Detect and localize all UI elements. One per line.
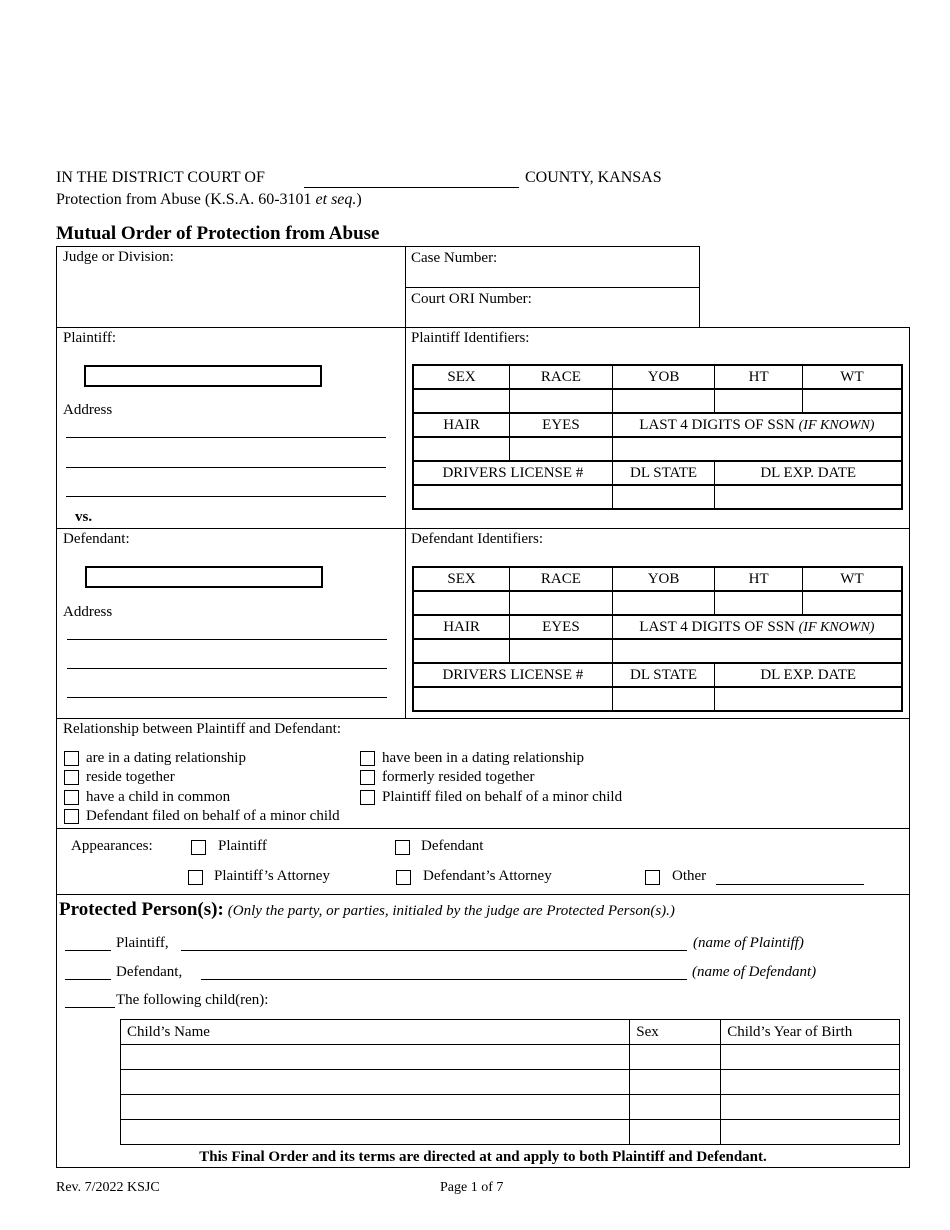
court-ori-label: Court ORI Number:: [411, 291, 532, 307]
plaintiff-race-cell[interactable]: [510, 389, 613, 413]
protected-persons-heading: Protected Person(s): (Only the party, or parties, initialed by the judge are Protected Person(s).): [59, 899, 675, 920]
protected-defendant-label: Defendant,: [116, 964, 183, 980]
child-sex-cell[interactable]: [630, 1070, 721, 1095]
appearance-defendant-checkbox[interactable]: [395, 840, 410, 855]
plaintiff-sex-cell[interactable]: [413, 389, 510, 413]
plaintiff-initial-line[interactable]: [65, 950, 111, 951]
plaintiff-ht-cell[interactable]: [715, 389, 803, 413]
formerly-resided-checkbox[interactable]: [360, 770, 375, 785]
defendant-sex-cell[interactable]: [413, 591, 510, 615]
defendant-address-line-1[interactable]: [67, 639, 387, 640]
defendant-address-line-3[interactable]: [67, 697, 387, 698]
case-number-box[interactable]: [405, 246, 700, 288]
appearance-defendant-label: Defendant: [421, 838, 484, 854]
plaintiff-hair-cell[interactable]: [413, 437, 510, 461]
child-name-cell[interactable]: [121, 1095, 630, 1120]
yob-header: YOB: [612, 365, 715, 389]
plaintiff-ssn-cell[interactable]: [612, 437, 902, 461]
child-sex-header: Sex: [630, 1020, 721, 1045]
plaintiff-minor-child-label: Plaintiff filed on behalf of a minor child: [382, 789, 623, 805]
plaintiff-dl-exp-cell[interactable]: [715, 485, 902, 509]
defendant-address-label: Address: [63, 604, 113, 620]
appearance-defendant-attorney-label: Defendant’s Attorney: [423, 868, 552, 884]
defendant-identifiers-label: Defendant Identifiers:: [411, 531, 544, 547]
relationship-box: [56, 718, 910, 829]
child-yob-cell[interactable]: [721, 1120, 900, 1145]
plaintiff-address-line-3[interactable]: [66, 496, 386, 497]
wt-header: WT: [802, 567, 902, 591]
defendant-label: Defendant:: [63, 531, 130, 547]
case-number-label: Case Number:: [411, 250, 498, 266]
defendant-initial-line[interactable]: [65, 979, 111, 980]
defendant-ht-cell[interactable]: [715, 591, 803, 615]
appearance-other-checkbox[interactable]: [645, 870, 660, 885]
plaintiff-minor-child-checkbox[interactable]: [360, 790, 375, 805]
plaintiff-yob-cell[interactable]: [612, 389, 715, 413]
judge-division-box[interactable]: [56, 246, 406, 328]
appearance-plaintiff-label: Plaintiff: [218, 838, 267, 854]
child-sex-cell[interactable]: [630, 1045, 721, 1070]
plaintiff-address-label: Address: [63, 402, 113, 418]
form-title: Mutual Order of Protection from Abuse: [56, 223, 380, 244]
hair-header: HAIR: [413, 615, 510, 639]
appearances-label: Appearances:: [71, 838, 153, 854]
eyes-header: EYES: [510, 413, 613, 437]
appearance-plaintiff-attorney-label: Plaintiff’s Attorney: [214, 868, 330, 884]
reside-together-label: reside together: [86, 769, 175, 785]
defendant-minor-child-checkbox[interactable]: [64, 809, 79, 824]
protected-persons-note: (Only the party, or parties, initialed by the judge are Protected Person(s).): [227, 903, 675, 919]
judge-division-label: Judge or Division:: [63, 249, 174, 265]
defendant-dl-cell[interactable]: [413, 687, 612, 711]
protected-plaintiff-label: Plaintiff,: [116, 935, 169, 951]
final-order-note: This Final Order and its terms are directed at and apply to both Plaintiff and Defendant.: [199, 1149, 767, 1165]
dl-state-header: DL STATE: [612, 663, 715, 687]
child-sex-cell[interactable]: [630, 1095, 721, 1120]
appearance-plaintiff-attorney-checkbox[interactable]: [188, 870, 203, 885]
plaintiff-label: Plaintiff:: [63, 330, 117, 346]
child-name-header: Child’s Name: [121, 1020, 630, 1045]
child-name-cell[interactable]: [121, 1070, 630, 1095]
page-number: Page 1 of 7: [440, 1180, 504, 1195]
child-yob-cell[interactable]: [721, 1070, 900, 1095]
appearance-defendant-attorney-checkbox[interactable]: [396, 870, 411, 885]
child-name-cell[interactable]: [121, 1045, 630, 1070]
dating-relationship-label: are in a dating relationship: [86, 750, 246, 766]
plaintiff-address-line-2[interactable]: [66, 467, 386, 468]
plaintiff-wt-cell[interactable]: [802, 389, 902, 413]
dl-exp-header: DL EXP. DATE: [715, 663, 902, 687]
child-yob-cell[interactable]: [721, 1095, 900, 1120]
plaintiff-name-field[interactable]: [84, 365, 322, 387]
ht-header: HT: [715, 365, 803, 389]
relationship-label: Relationship between Plaintiff and Defendant:: [63, 721, 341, 737]
defendant-dl-exp-cell[interactable]: [715, 687, 902, 711]
appearances-box: [56, 828, 910, 895]
protected-plaintiff-name-line[interactable]: [181, 950, 687, 951]
dating-relationship-checkbox[interactable]: [64, 751, 79, 766]
defendant-name-field[interactable]: [85, 566, 323, 588]
race-header: RACE: [510, 365, 613, 389]
plaintiff-identifiers-label: Plaintiff Identifiers:: [411, 330, 530, 346]
child-in-common-label: have a child in common: [86, 789, 231, 805]
revision-label: Rev. 7/2022 KSJC: [56, 1180, 160, 1195]
defendant-box: [56, 528, 406, 719]
defendant-wt-cell[interactable]: [802, 591, 902, 615]
past-dating-relationship-label: have been in a dating relationship: [382, 750, 585, 766]
sex-header: SEX: [413, 365, 510, 389]
dl-exp-header: DL EXP. DATE: [715, 461, 902, 485]
appearance-plaintiff-checkbox[interactable]: [191, 840, 206, 855]
plaintiff-dl-cell[interactable]: [413, 485, 612, 509]
defendant-yob-cell[interactable]: [612, 591, 715, 615]
dl-header: DRIVERS LICENSE #: [413, 663, 612, 687]
defendant-address-line-2[interactable]: [67, 668, 387, 669]
sex-header: SEX: [413, 567, 510, 591]
past-dating-relationship-checkbox[interactable]: [360, 751, 375, 766]
statute-reference: Protection from Abuse (K.S.A. 60-3101 et seq.): [56, 191, 362, 208]
race-header: RACE: [510, 567, 613, 591]
defendant-minor-child-label: Defendant filed on behalf of a minor child: [86, 808, 340, 824]
dl-state-header: DL STATE: [612, 461, 715, 485]
hair-header: HAIR: [413, 413, 510, 437]
child-yob-cell[interactable]: [721, 1045, 900, 1070]
court-heading: IN THE DISTRICT COURT OF: [56, 169, 265, 186]
protected-defendant-name-line[interactable]: [201, 979, 687, 980]
plaintiff-dl-state-cell[interactable]: [612, 485, 715, 509]
defendant-identifiers-table: [412, 566, 903, 712]
protected-children-label: The following child(ren):: [116, 992, 269, 1008]
defendant-hair-cell[interactable]: [413, 639, 510, 663]
child-name-cell[interactable]: [121, 1120, 630, 1145]
defendant-race-cell[interactable]: [510, 591, 613, 615]
yob-header: YOB: [612, 567, 715, 591]
eyes-header: EYES: [510, 615, 613, 639]
defendant-dl-state-cell[interactable]: [612, 687, 715, 711]
county-name-line[interactable]: [304, 187, 519, 188]
plaintiff-box: [56, 327, 406, 529]
court-heading-suffix: COUNTY, KANSAS: [525, 169, 662, 186]
ht-header: HT: [715, 567, 803, 591]
child-sex-cell[interactable]: [630, 1120, 721, 1145]
child-yob-header: Child’s Year of Birth: [721, 1020, 900, 1045]
protected-plaintiff-note: (name of Plaintiff): [693, 935, 804, 951]
plaintiff-eyes-cell[interactable]: [510, 437, 613, 461]
appearance-other-line[interactable]: [716, 884, 864, 885]
plaintiff-identifiers-table: [412, 364, 903, 510]
protected-defendant-note: (name of Defendant): [692, 964, 817, 980]
children-table: [120, 1019, 900, 1145]
dl-header: DRIVERS LICENSE #: [413, 461, 612, 485]
defendant-ssn-cell[interactable]: [612, 639, 902, 663]
defendant-eyes-cell[interactable]: [510, 639, 613, 663]
plaintiff-address-line-1[interactable]: [66, 437, 386, 438]
child-in-common-checkbox[interactable]: [64, 790, 79, 805]
appearance-other-label: Other: [672, 868, 707, 884]
versus-label: vs.: [75, 509, 93, 525]
ssn-header: LAST 4 DIGITS OF SSN (IF KNOWN): [612, 413, 902, 437]
formerly-resided-label: formerly resided together: [382, 769, 535, 785]
children-initial-line[interactable]: [65, 1007, 115, 1008]
reside-together-checkbox[interactable]: [64, 770, 79, 785]
wt-header: WT: [802, 365, 902, 389]
court-ori-box[interactable]: [405, 287, 700, 328]
ssn-header: LAST 4 DIGITS OF SSN (IF KNOWN): [612, 615, 902, 639]
